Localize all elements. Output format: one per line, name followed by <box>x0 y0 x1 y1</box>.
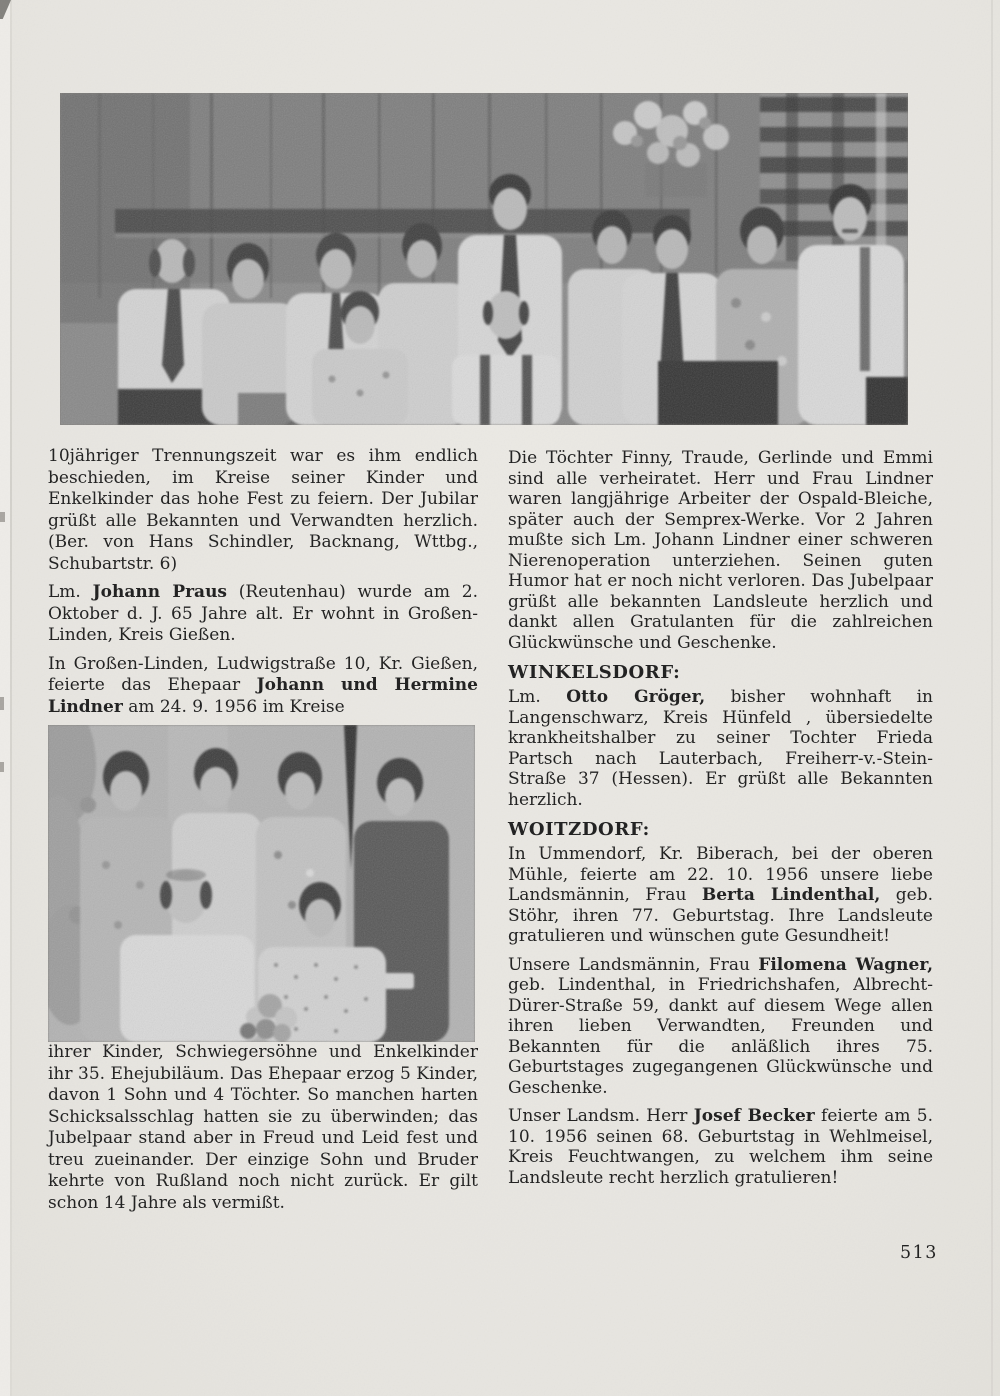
right-column <box>508 448 933 1196</box>
page-right-edge <box>991 0 993 1396</box>
para-berta-lindenthal <box>508 844 933 947</box>
para-filomena-wagner <box>508 955 933 1099</box>
photo-family-illustration <box>48 725 475 1042</box>
text-run: geb. Stöhr, ihren 77. Geburtstag. Ihre Landsleute gratulieren und wünschen gute Gesundheit! <box>508 885 933 946</box>
text-run: Lm. <box>48 582 93 602</box>
para-johann-praus <box>48 582 478 647</box>
text-run-bold: Johann und Hermine Lindner <box>48 675 478 717</box>
text-run: Unsere Landsmännin, Frau <box>508 954 759 975</box>
para-jubilee-continuation: 10jähriger Trennungszeit war es ihm endlich beschieden, im Kreise seiner Kinder und Enkelkinder das hohe Fest zu feiern. Der Jubilar grüßt alle Bekannten und Verwandten herzlich. (Ber. von Hans Schindler, Backnang, Wttbg., Schubartstr. 6) <box>48 446 478 574</box>
photo-top-group <box>60 93 908 425</box>
page-number: 513 <box>900 1243 938 1263</box>
text-run: bisher wohnhaft in Langenschwarz, Kreis Hünfeld , übersiedelte krankheitshalber zu seiner Tochter Frieda Partsch nach Lauterbach, Freiherr-v.-Stein-Straße 37 (Hessen). Er grüßt alle Bekannten herzlich. <box>508 687 934 810</box>
text-run-bold: Berta Lindenthal, <box>701 885 881 905</box>
text-run: feierte am 5. 10. 1956 seinen 68. Geburtstag in Wehlmeisel, Kreis Feuchtwangen, zu welchem ihm seine Landsleute recht herzlich gratulieren! <box>508 1106 934 1188</box>
page-fold-line <box>10 0 12 1396</box>
para-otto-groeger <box>508 687 933 810</box>
para-lindner-anniversary-continuation: ihrer Kinder, Schwiegersöhne und Enkelkinder ihr 35. Ehejubiläum. Das Ehepaar erzog 5 Kinder, davon 1 Sohn und 4 Töchter. So manchen harten Schicksalsschlag hatten sie zu überwinden; das Jubelpaar stand aber in Freud und Leid fest und treu zueinander. Der einzige Sohn und Bruder kehrte von Rußland noch nicht zurück. Er gilt schon 14 Jahre als vermißt. <box>48 1042 478 1213</box>
text-run-bold: Otto Gröger, <box>566 687 706 707</box>
text-run-bold: Josef Becker <box>693 1106 815 1126</box>
text-run: In Großen-Linden, Ludwigstraße 10, Kr. Gießen, feierte das Ehepaar <box>48 653 478 695</box>
para-lindner-anniversary-intro <box>48 654 478 719</box>
photo-top-illustration <box>60 93 908 425</box>
text-run: Unser Landsm. Herr <box>508 1106 694 1126</box>
text-run-bold: Johann Praus <box>92 582 228 602</box>
text-run: Lm. <box>508 687 567 707</box>
photo-lindner-family <box>48 725 475 1042</box>
scan-edge-mark <box>0 512 5 522</box>
heading-woitzdorf: WOITZDORF: <box>508 819 650 840</box>
text-run: (Reutenhau) wurde am 2. Oktober d. J. 65 Jahre alt. Er wohnt in Großen-Linden, Kreis Gießen. <box>48 582 479 645</box>
text-run: am 24. 9. 1956 im Kreise <box>122 696 345 717</box>
text-run: In Ummendorf, Kr. Biberach, bei der oberen Mühle, feierte am 22. 10. 1956 unsere liebe Landsmännin, Frau <box>508 844 933 905</box>
text-run: geb. Lindenthal, in Friedrichshafen, Albrecht-Dürer-Straße 59, dankt auf diesem Wege allen ihren lieben Verwandten, Freunden und Bekannten für die anläßlich ihres 75. Geburtstages zugegangenen Glückwünsche und Geschenke. <box>508 975 933 1098</box>
para-josef-becker <box>508 1106 933 1188</box>
left-column <box>48 446 478 1221</box>
heading-winkelsdorf: WINKELSDORF: <box>508 662 681 683</box>
para-lindner-daughters: Die Töchter Finny, Traude, Gerlinde und Emmi sind alle verheiratet. Herr und Frau Lindner waren langjährige Arbeiter der Ospald-Bleiche, später auch der Semprex-Werke. Vor 2 Jahren mußte sich Lm. Johann Lindner einer schweren Nierenoperation unterziehen. Seinen guten Humor hat er noch nicht verloren. Das Jubelpaar grüßt alle bekannten Landsleute herzlich und dankt allen Gratulanten für die zahlreichen Glückwünsche und Geschenke. <box>508 448 933 653</box>
text-run-bold: Filomena Wagner, <box>758 954 933 975</box>
scan-edge-mark <box>0 762 4 772</box>
scan-edge-mark <box>0 697 4 710</box>
